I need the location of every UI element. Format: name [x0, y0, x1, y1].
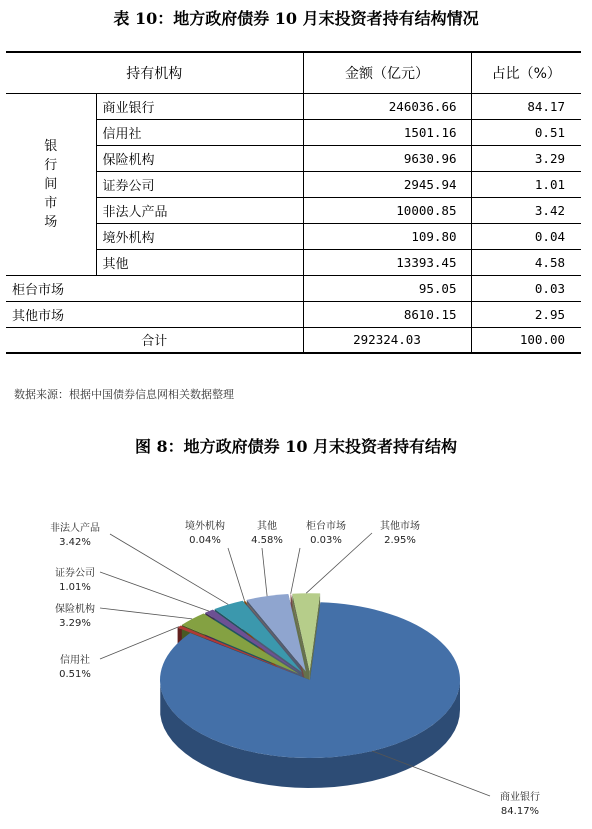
row-name: 境外机构 — [96, 223, 303, 249]
row-share: 84.17 — [471, 93, 581, 119]
row-amount: 9630.96 — [303, 145, 471, 171]
row-name: 保险机构 — [96, 145, 303, 171]
pie-label-value: 3.29% — [59, 618, 91, 629]
pie-leader-5 — [228, 548, 244, 600]
group-label-text: 银行间市场 — [44, 138, 58, 230]
row-amount: 2945.94 — [303, 171, 471, 197]
pie-label-value: 84.17% — [500, 806, 540, 817]
pie-label-value: 0.03% — [310, 535, 342, 546]
row-name: 信用社 — [96, 119, 303, 145]
pie-label-name: 其他市场 — [380, 521, 420, 532]
pie-label-value: 0.51% — [59, 669, 91, 680]
pie-label-name: 境外机构 — [185, 521, 225, 532]
pie-leader-2 — [100, 608, 192, 619]
row-name: 非法人产品 — [96, 197, 303, 223]
row-name: 商业银行 — [96, 93, 303, 119]
row-share: 1.01 — [471, 171, 581, 197]
pie-label-name: 非法人产品 — [50, 523, 100, 534]
header-share: 占比（%） — [471, 52, 581, 93]
row-name: 其他市场 — [6, 301, 303, 327]
header-holder: 持有机构 — [6, 52, 303, 93]
pie-label-value: 0.04% — [189, 535, 221, 546]
pie-label-name: 信用社 — [60, 655, 90, 666]
pie-label-value: 2.95% — [384, 535, 416, 546]
pie-leader-6 — [262, 548, 267, 596]
row-amount: 13393.45 — [303, 249, 471, 275]
total-name: 合计 — [6, 327, 303, 353]
row-share: 0.03 — [471, 275, 581, 301]
row-share: 3.29 — [471, 145, 581, 171]
row-amount: 10000.85 — [303, 197, 471, 223]
row-name: 其他 — [96, 249, 303, 275]
row-name: 证券公司 — [96, 171, 303, 197]
pie-leader-7 — [291, 548, 300, 594]
row-amount: 1501.16 — [303, 119, 471, 145]
total-share: 100.00 — [471, 327, 581, 353]
pie-label-value: 1.01% — [59, 582, 91, 593]
table-title: 表 10：地方政府债券 10 月末投资者持有结构情况 — [113, 9, 479, 28]
pie-label-name: 其他 — [257, 521, 277, 532]
row-share: 0.04 — [471, 223, 581, 249]
pie-label-name: 柜台市场 — [306, 521, 346, 532]
row-name: 柜台市场 — [6, 275, 303, 301]
row-amount: 95.05 — [303, 275, 471, 301]
total-amount: 292324.03 — [303, 327, 471, 353]
pie-label-name: 保险机构 — [55, 604, 95, 615]
pie-leader-3 — [100, 572, 209, 611]
row-share: 4.58 — [471, 249, 581, 275]
data-source-note: 数据来源：根据中国债券信息网相关数据整理 — [14, 388, 234, 401]
row-share: 3.42 — [471, 197, 581, 223]
row-amount: 109.80 — [303, 223, 471, 249]
pie-label-name: 商业银行 — [500, 792, 540, 803]
pie-label-value: 3.42% — [59, 537, 91, 548]
row-amount: 246036.66 — [303, 93, 471, 119]
row-amount: 8610.15 — [303, 301, 471, 327]
chart-title: 图 8：地方政府债券 10 月末投资者持有结构 — [134, 437, 458, 456]
pie-label-value: 4.58% — [251, 535, 283, 546]
row-share: 0.51 — [471, 119, 581, 145]
header-amount: 金额（亿元） — [303, 52, 471, 93]
row-share: 2.95 — [471, 301, 581, 327]
pie-leader-1 — [100, 627, 179, 659]
pie-label-name: 证券公司 — [55, 568, 95, 579]
